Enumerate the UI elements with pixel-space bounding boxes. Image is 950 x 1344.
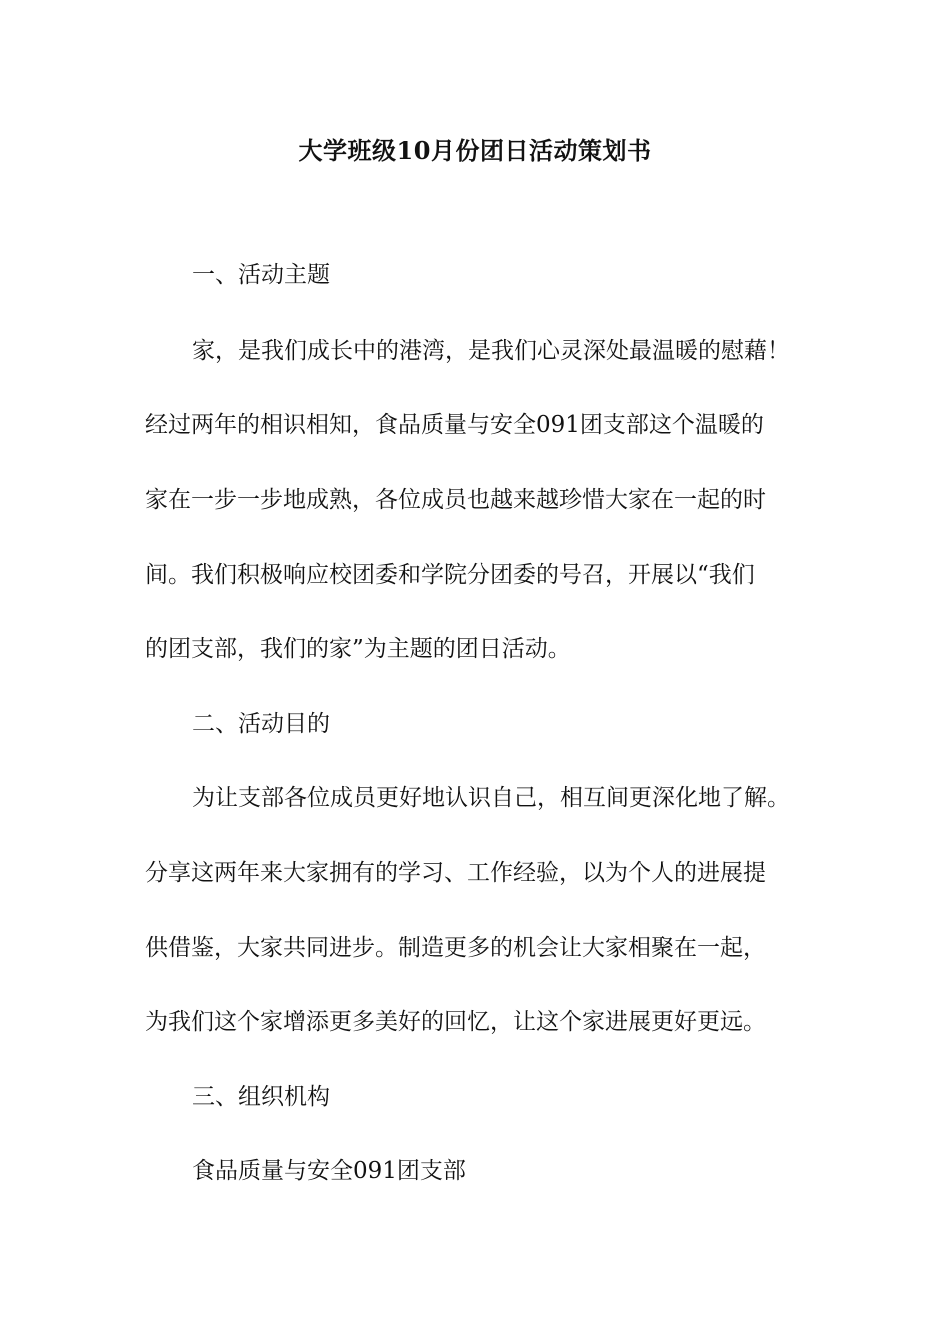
document-title: 大学班级10月份团日活动策划书 — [298, 136, 652, 165]
paragraph-line: 分享这两年来大家拥有的学习、工作经验，以为个人的进展提 — [145, 860, 766, 886]
paragraph-line: 经过两年的相识相知，食品质量与安全091团支部这个温暖的 — [145, 412, 764, 438]
paragraph-line: 为我们这个家增添更多美好的回忆，让这个家进展更好更远。 — [145, 1009, 766, 1035]
paragraph-line: 家，是我们成长中的港湾，是我们心灵深处最温暖的慰藉！ — [192, 338, 790, 364]
paragraph-line: 供借鉴，大家共同进步。制造更多的机会让大家相聚在一起， — [145, 935, 766, 961]
paragraph-line: 家在一步一步地成熟，各位成员也越来越珍惜大家在一起的时 — [145, 487, 766, 513]
paragraph-line: 食品质量与安全091团支部 — [192, 1158, 466, 1184]
paragraph-line: 的团支部，我们的家”为主题的团日活动。 — [145, 636, 571, 662]
section-heading-organization: 三、组织机构 — [192, 1084, 330, 1110]
section-heading-purpose: 二、活动目的 — [192, 711, 330, 737]
section-heading-theme: 一、活动主题 — [192, 262, 330, 288]
paragraph-line: 为让支部各位成员更好地认识自己，相互间更深化地了解。 — [192, 785, 790, 811]
paragraph-line: 间。我们积极响应校团委和学院分团委的号召，开展以“我们 — [145, 562, 755, 588]
